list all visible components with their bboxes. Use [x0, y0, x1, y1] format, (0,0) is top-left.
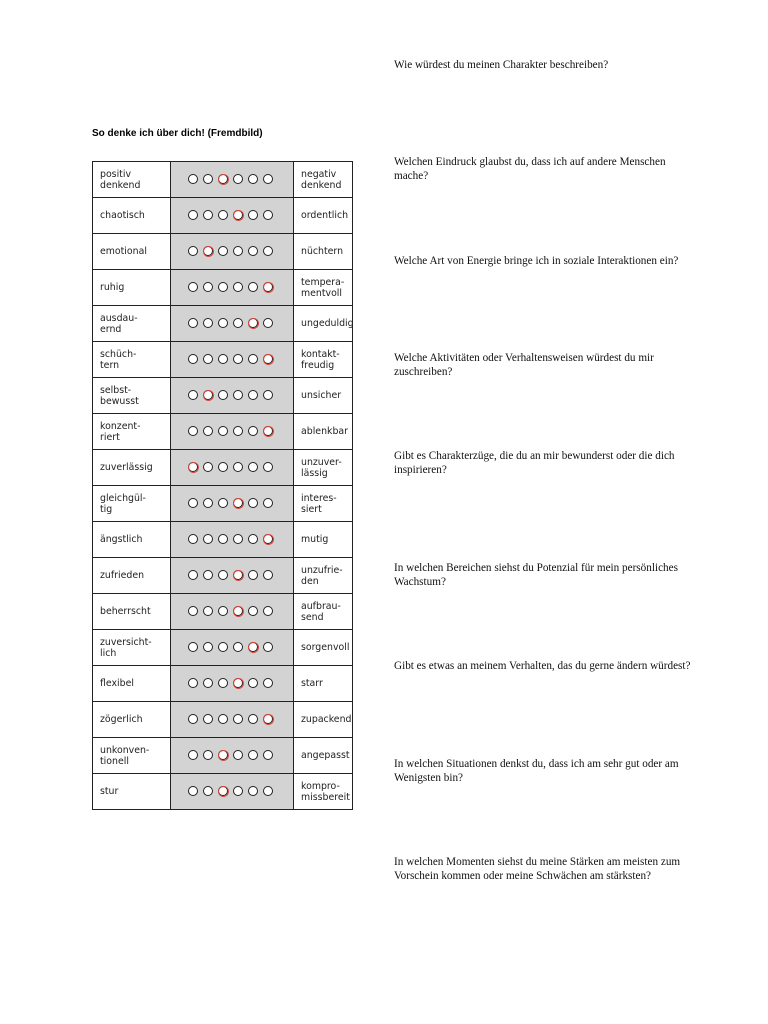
- rating-option-selected[interactable]: [233, 570, 243, 580]
- rating-option[interactable]: [203, 462, 213, 472]
- rating-option[interactable]: [218, 462, 228, 472]
- rating-option[interactable]: [203, 210, 213, 220]
- table-row: [93, 630, 353, 666]
- rating-scale: [171, 162, 294, 198]
- rating-option-selected[interactable]: [203, 390, 213, 400]
- table-row: [93, 162, 353, 198]
- rating-option[interactable]: [233, 534, 243, 544]
- rating-option[interactable]: [248, 210, 258, 220]
- rating-option[interactable]: [248, 354, 258, 364]
- right-trait-label: angepasst: [294, 738, 353, 774]
- left-trait-label: schüch- tern: [93, 342, 171, 378]
- table-row: [93, 234, 353, 270]
- rating-scale: [171, 306, 294, 342]
- rating-option[interactable]: [188, 570, 198, 580]
- rating-option[interactable]: [248, 606, 258, 616]
- rating-option[interactable]: [263, 642, 273, 652]
- rating-scale: [171, 630, 294, 666]
- rating-option-selected[interactable]: [203, 246, 213, 256]
- rating-option[interactable]: [248, 570, 258, 580]
- rating-option[interactable]: [203, 498, 213, 508]
- rating-option[interactable]: [188, 786, 198, 796]
- rating-option[interactable]: [188, 426, 198, 436]
- rating-scale: [171, 738, 294, 774]
- rating-option[interactable]: [263, 246, 273, 256]
- left-trait-label: emotional: [93, 234, 171, 270]
- rating-option[interactable]: [218, 570, 228, 580]
- rating-option[interactable]: [233, 354, 243, 364]
- rating-option[interactable]: [233, 174, 243, 184]
- rating-scale: [171, 234, 294, 270]
- rating-option[interactable]: [218, 318, 228, 328]
- rating-scale: [171, 594, 294, 630]
- table-row: [93, 306, 353, 342]
- rating-option[interactable]: [248, 714, 258, 724]
- rating-option[interactable]: [188, 498, 198, 508]
- table-row: [93, 342, 353, 378]
- rating-option[interactable]: [263, 678, 273, 688]
- left-trait-label: ausdau- ernd: [93, 306, 171, 342]
- rating-option-selected[interactable]: [233, 498, 243, 508]
- rating-scale: [171, 666, 294, 702]
- question-text: Welchen Eindruck glaubst du, dass ich auf andere Menschen mache?: [394, 156, 666, 182]
- rating-option[interactable]: [188, 534, 198, 544]
- question-text: In welchen Bereichen siehst du Potenzial für mein persönliches Wachstum?: [394, 562, 678, 588]
- left-trait-label: chaotisch: [93, 198, 171, 234]
- rating-option[interactable]: [188, 642, 198, 652]
- table-row: [93, 702, 353, 738]
- right-trait-label: negativ denkend: [294, 162, 353, 198]
- rating-option-selected[interactable]: [233, 678, 243, 688]
- rating-option[interactable]: [218, 246, 228, 256]
- rating-option[interactable]: [203, 318, 213, 328]
- rating-scale: [171, 342, 294, 378]
- rating-option[interactable]: [203, 282, 213, 292]
- rating-option[interactable]: [188, 318, 198, 328]
- rating-scale: [171, 378, 294, 414]
- rating-option[interactable]: [188, 750, 198, 760]
- rating-option[interactable]: [233, 642, 243, 652]
- left-trait-label: konzent- riert: [93, 414, 171, 450]
- rating-option[interactable]: [263, 462, 273, 472]
- rating-scale: [171, 414, 294, 450]
- rating-option[interactable]: [218, 606, 228, 616]
- rating-option[interactable]: [233, 318, 243, 328]
- rating-option[interactable]: [233, 714, 243, 724]
- right-trait-label: aufbrau- send: [294, 594, 353, 630]
- rating-option-selected[interactable]: [233, 606, 243, 616]
- rating-option-selected[interactable]: [263, 282, 273, 292]
- left-trait-label: beherrscht: [93, 594, 171, 630]
- rating-option-selected[interactable]: [218, 174, 228, 184]
- rating-option[interactable]: [203, 678, 213, 688]
- rating-option[interactable]: [188, 210, 198, 220]
- rating-option[interactable]: [233, 786, 243, 796]
- rating-option[interactable]: [248, 426, 258, 436]
- rating-option[interactable]: [263, 498, 273, 508]
- rating-option[interactable]: [263, 606, 273, 616]
- rating-option[interactable]: [248, 462, 258, 472]
- left-trait-label: zögerlich: [93, 702, 171, 738]
- left-trait-label: unkonven- tionell: [93, 738, 171, 774]
- rating-option[interactable]: [233, 246, 243, 256]
- rating-option[interactable]: [248, 534, 258, 544]
- right-trait-label: unzufrie- den: [294, 558, 353, 594]
- rating-option[interactable]: [188, 714, 198, 724]
- rating-option[interactable]: [233, 750, 243, 760]
- rating-option[interactable]: [248, 246, 258, 256]
- rating-option[interactable]: [233, 282, 243, 292]
- rating-option[interactable]: [263, 570, 273, 580]
- left-trait-label: selbst- bewusst: [93, 378, 171, 414]
- left-trait-label: zuversicht- lich: [93, 630, 171, 666]
- rating-option[interactable]: [263, 174, 273, 184]
- left-trait-label: ruhig: [93, 270, 171, 306]
- right-trait-label: ordentlich: [294, 198, 353, 234]
- rating-option[interactable]: [188, 246, 198, 256]
- rating-option-selected[interactable]: [263, 534, 273, 544]
- rating-option[interactable]: [218, 642, 228, 652]
- right-trait-label: zupackend: [294, 702, 353, 738]
- right-trait-label: ablenkbar: [294, 414, 353, 450]
- rating-option[interactable]: [203, 750, 213, 760]
- rating-option-selected[interactable]: [218, 750, 228, 760]
- rating-option[interactable]: [203, 570, 213, 580]
- right-trait-label: kompro- missbereit: [294, 774, 353, 810]
- rating-option[interactable]: [203, 426, 213, 436]
- rating-option[interactable]: [188, 390, 198, 400]
- page-title: So denke ich über dich! (Fremdbild): [92, 128, 263, 139]
- left-trait-label: zufrieden: [93, 558, 171, 594]
- right-trait-label: nüchtern: [294, 234, 353, 270]
- rating-option[interactable]: [203, 786, 213, 796]
- rating-scale: [171, 558, 294, 594]
- rating-option-selected[interactable]: [248, 318, 258, 328]
- rating-table: [92, 161, 353, 810]
- question-text: Gibt es etwas an meinem Verhalten, das du gerne ändern würdest?: [394, 660, 691, 672]
- rating-option[interactable]: [188, 282, 198, 292]
- table-row: [93, 414, 353, 450]
- table-row: [93, 558, 353, 594]
- table-row: [93, 450, 353, 486]
- rating-scale: [171, 450, 294, 486]
- right-trait-label: starr: [294, 666, 353, 702]
- question-text: Wie würdest du meinen Charakter beschreiben?: [394, 59, 609, 71]
- table-row: [93, 738, 353, 774]
- rating-option[interactable]: [218, 354, 228, 364]
- rating-option[interactable]: [188, 174, 198, 184]
- rating-option-selected[interactable]: [263, 354, 273, 364]
- right-trait-label: unsicher: [294, 378, 353, 414]
- rating-option[interactable]: [218, 282, 228, 292]
- table-row: [93, 594, 353, 630]
- rating-option[interactable]: [218, 714, 228, 724]
- rating-option[interactable]: [248, 174, 258, 184]
- rating-option[interactable]: [233, 426, 243, 436]
- rating-option[interactable]: [218, 426, 228, 436]
- rating-option-selected[interactable]: [248, 642, 258, 652]
- rating-scale: [171, 702, 294, 738]
- question-text: Welche Art von Energie bringe ich in soziale Interaktionen ein?: [394, 255, 679, 267]
- rating-option[interactable]: [248, 282, 258, 292]
- rating-option[interactable]: [188, 354, 198, 364]
- rating-option[interactable]: [203, 606, 213, 616]
- left-trait-label: flexibel: [93, 666, 171, 702]
- rating-option[interactable]: [263, 786, 273, 796]
- rating-option-selected[interactable]: [263, 426, 273, 436]
- rating-option-selected[interactable]: [188, 462, 198, 472]
- right-trait-label: interes- siert: [294, 486, 353, 522]
- rating-option[interactable]: [203, 354, 213, 364]
- left-trait-label: gleichgül- tig: [93, 486, 171, 522]
- right-trait-label: tempera- mentvoll: [294, 270, 353, 306]
- rating-option[interactable]: [203, 174, 213, 184]
- table-row: [93, 522, 353, 558]
- rating-option[interactable]: [188, 678, 198, 688]
- rating-option[interactable]: [248, 390, 258, 400]
- left-trait-label: positiv denkend: [93, 162, 171, 198]
- right-trait-label: mutig: [294, 522, 353, 558]
- table-row: [93, 486, 353, 522]
- left-trait-label: zuverlässig: [93, 450, 171, 486]
- rating-option[interactable]: [218, 390, 228, 400]
- rating-option-selected[interactable]: [233, 210, 243, 220]
- rating-option-selected[interactable]: [218, 786, 228, 796]
- rating-option[interactable]: [188, 606, 198, 616]
- rating-scale: [171, 486, 294, 522]
- table-row: [93, 774, 353, 810]
- rating-option[interactable]: [248, 678, 258, 688]
- question-text: In welchen Situationen denkst du, dass ich am sehr gut oder am Wenigsten bin?: [394, 758, 679, 784]
- right-trait-label: unzuver- lässig: [294, 450, 353, 486]
- rating-option[interactable]: [203, 714, 213, 724]
- rating-option[interactable]: [218, 498, 228, 508]
- right-trait-label: sorgenvoll: [294, 630, 353, 666]
- rating-option[interactable]: [248, 750, 258, 760]
- rating-scale: [171, 774, 294, 810]
- question-text: Gibt es Charakterzüge, die du an mir bewunderst oder die dich inspirieren?: [394, 450, 675, 476]
- left-trait-label: stur: [93, 774, 171, 810]
- rating-option-selected[interactable]: [263, 714, 273, 724]
- rating-option[interactable]: [248, 786, 258, 796]
- rating-option[interactable]: [218, 210, 228, 220]
- rating-scale: [171, 198, 294, 234]
- left-trait-label: ängstlich: [93, 522, 171, 558]
- rating-option[interactable]: [263, 750, 273, 760]
- table-row: [93, 666, 353, 702]
- table-row: [93, 198, 353, 234]
- rating-option[interactable]: [248, 498, 258, 508]
- rating-option[interactable]: [218, 534, 228, 544]
- rating-option[interactable]: [218, 678, 228, 688]
- table-row: [93, 270, 353, 306]
- rating-option[interactable]: [233, 462, 243, 472]
- rating-option[interactable]: [263, 318, 273, 328]
- right-trait-label: kontakt- freudig: [294, 342, 353, 378]
- rating-option[interactable]: [263, 390, 273, 400]
- rating-option[interactable]: [203, 534, 213, 544]
- question-text: Welche Aktivitäten oder Verhaltensweisen würdest du mir zuschreiben?: [394, 352, 654, 378]
- rating-option[interactable]: [263, 210, 273, 220]
- question-text: In welchen Momenten siehst du meine Stärken am meisten zum Vorschein kommen oder meine Schwächen am stärksten?: [394, 856, 681, 882]
- rating-option[interactable]: [233, 390, 243, 400]
- rating-scale: [171, 522, 294, 558]
- rating-option[interactable]: [203, 642, 213, 652]
- right-trait-label: ungeduldig: [294, 306, 353, 342]
- table-row: [93, 378, 353, 414]
- rating-scale: [171, 270, 294, 306]
